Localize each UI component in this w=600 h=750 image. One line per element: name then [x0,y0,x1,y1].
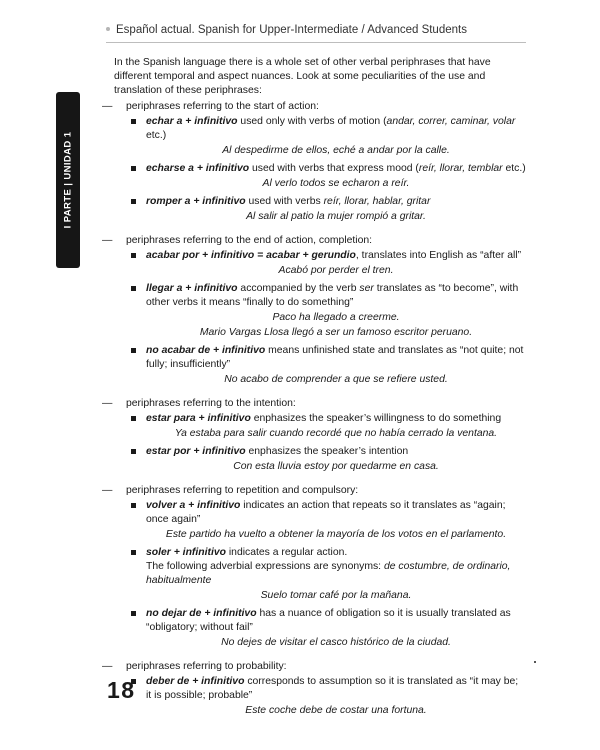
list-item [100,195,526,224]
example-sentence: Ya estaba para salir cuando recordé que no había cerrado la ventana. [174,428,498,439]
item-text: indicates an action that repeats so it translates as “again; once again” [146,500,506,525]
item-text: enphasizes the speaker’s intention [245,446,409,457]
list-item [100,344,526,387]
side-tab-label: I PARTE | UNIDAD 1 [62,131,74,229]
header-divider [106,42,526,43]
section-heading-text: periphrases referring to probability: [126,661,287,672]
section-heading [100,100,526,114]
section-repetition [100,484,526,650]
item-italic-text: de costumbre, de ordinario, habitualmente [146,561,511,586]
section-intention [100,397,526,474]
item-text: used with verbs that express mood ( [249,163,419,174]
section-heading [100,660,526,674]
periphrasis-term: echarse a + infinitivo [146,163,250,174]
item-italic-text: andar, correr, caminar, volar [386,116,516,127]
dash-marker: — [102,398,113,409]
square-bullet-icon [131,286,136,291]
running-header [106,24,467,36]
square-bullet-icon [131,253,136,258]
list-item [100,607,526,650]
dash-marker: — [102,235,113,246]
item-text: , translates into English as “after all” [355,250,522,261]
square-bullet-icon [131,199,136,204]
list-item [100,249,526,278]
periphrasis-term: romper a + infinitivo [146,196,246,207]
item-text: The following adverbial expressions are synonyms: [146,561,384,572]
example-sentence: Con esta lluvia estoy por quedarme en casa. [233,461,439,472]
item-text: corresponds to assumption so it is translated as “it may be; it is possible; probable” [146,676,519,701]
item-text: etc.) [502,163,526,174]
example-sentence: Este partido ha vuelto a obtener la mayoría de los votos en el parlamento. [165,529,507,540]
example-sentence: Al salir al patio la mujer rompió a gritar. [246,211,426,222]
item-text: enphasizes the speaker’s willingness to do something [250,413,502,424]
periphrasis-term: soler + infinitivo [146,547,226,558]
periphrasis-term: estar para + infinitivo [146,413,251,424]
example-sentence: Suelo tomar café por la mañana. [260,590,412,601]
item-italic-text: reír, llorar, temblar [418,163,503,174]
example-sentence: No dejes de visitar el casco histórico de la ciudad. [221,637,451,648]
item-italic-text: reír, llorar, hablar, gritar [323,196,431,207]
square-bullet-icon [131,550,136,555]
example-sentence: Mario Vargas Llosa llegó a ser un famoso escritor peruano. [199,327,473,338]
item-text: has a nuance of obligation so it is usually translated as “obligatory; without fail” [146,608,511,633]
example-sentence: Acabó por perder el tren. [278,265,394,276]
example-sentence: Al despedirme de ellos, eché a andar por la calle. [222,145,450,156]
item-text: means unfinished state and translates as “not quite; not fully; insufficiently” [146,345,524,370]
header-bullet-dot [106,27,110,31]
square-bullet-icon [131,611,136,616]
section-heading [100,484,526,498]
square-bullet-icon [131,449,136,454]
list-item [100,445,526,474]
square-bullet-icon [131,119,136,124]
section-heading-text: periphrases referring to the end of action, completion: [126,235,373,246]
section-heading-text: periphrases referring to the start of action: [126,101,319,112]
item-text: used only with verbs of motion ( [237,116,387,127]
section-heading [100,234,526,248]
periphrasis-term: acabar por + infinitivo = acabar + gerundio [146,250,356,261]
example-sentence: Este coche debe de costar una fortuna. [245,705,427,716]
periphrasis-term: volver a + infinitivo [146,500,241,511]
section-heading-text: periphrases referring to the intention: [126,398,296,409]
periphrasis-term: no dejar de + infinitivo [146,608,257,619]
periphrasis-term: deber de + infinitivo [146,676,245,687]
section-end-of-action [100,234,526,387]
list-item [100,162,526,191]
section-heading-text: periphrases referring to repetition and compulsory: [126,485,359,496]
example-sentence: No acabo de comprender a que se refiere usted. [224,374,448,385]
running-title: Español actual. Spanish for Upper-Intermediate / Advanced Students [116,24,467,36]
list-item [100,115,526,158]
periphrasis-term: no acabar de + infinitivo [146,345,266,356]
periphrasis-term: llegar a + infinitivo [146,283,238,294]
list-item [100,499,526,542]
section-heading [100,397,526,411]
list-item [100,675,526,718]
example-sentence: Al verlo todos se echaron a reír. [262,178,410,189]
dash-marker: — [102,485,113,496]
page-content [100,56,526,722]
section-side-tab [56,92,80,268]
square-bullet-icon [131,416,136,421]
list-item [100,546,526,603]
page-number: 18 [107,677,136,703]
item-text: used with verbs [245,196,324,207]
item-subtext [146,560,526,588]
list-item [100,282,526,340]
intro-paragraph: In the Spanish language there is a whole set of other verbal periphrases that have different temporal and aspect nuances. Look at some peculiarities of the use and translation of these periphrases: [114,57,491,96]
square-bullet-icon [131,348,136,353]
example-sentence: Paco ha llegado a creerme. [272,312,400,323]
square-bullet-icon [131,503,136,508]
item-italic-text: ser [359,283,374,294]
section-start-of-action [100,100,526,224]
section-probability [100,660,526,718]
item-text: accompanied by the verb [237,283,360,294]
item-text: etc.) [146,130,167,141]
periphrasis-term: echar a + infinitivo [146,116,238,127]
dash-marker: — [102,101,113,112]
square-bullet-icon [131,166,136,171]
periphrasis-term: estar por + infinitivo [146,446,246,457]
item-text: indicates a regular action. [225,547,348,558]
page-speck [534,661,536,663]
item-text: translates as “to become”, with other verbs it means “finally to do something” [146,283,519,308]
list-item [100,412,526,441]
dash-marker: — [102,661,113,672]
